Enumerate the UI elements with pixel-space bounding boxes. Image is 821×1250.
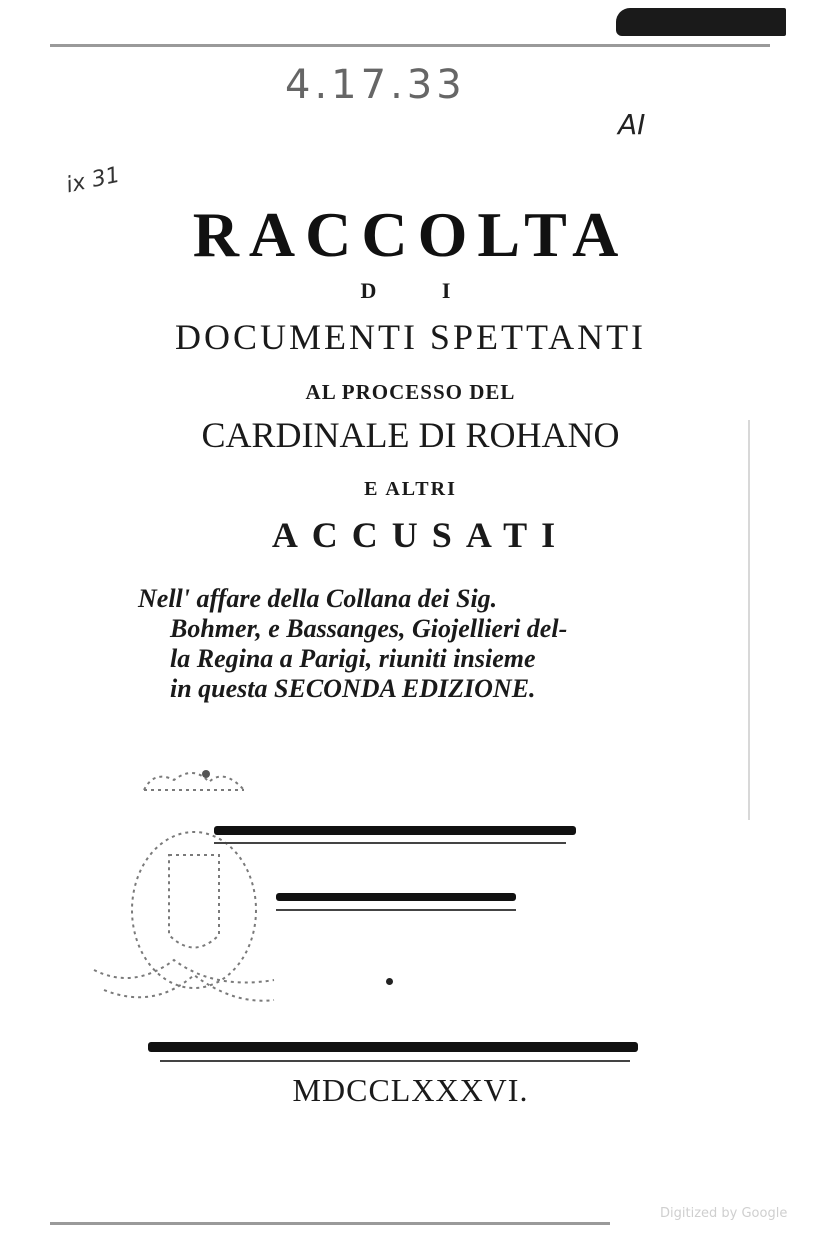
subtitle-line: in questa SECONDA EDIZIONE.	[170, 674, 536, 703]
corner-tab	[616, 8, 786, 36]
bottom-scan-line	[50, 1222, 610, 1225]
page-title: RACCOLTA	[192, 199, 629, 270]
thin-rule	[214, 842, 566, 844]
thin-rule	[276, 909, 516, 911]
library-stamp-emblem	[84, 760, 284, 1010]
title-line-altri: E ALTRI	[364, 478, 457, 500]
subtitle-italic-block	[138, 584, 658, 704]
shelf-mark: 4.17.33	[285, 62, 466, 108]
ornament-dot	[386, 978, 393, 985]
subtitle-line: Bohmer, e Bassanges, Giojellieri del-	[170, 614, 568, 643]
subtitle-line: la Regina a Parigi, riuniti insieme	[170, 644, 536, 673]
top-scan-line	[50, 44, 770, 47]
publication-year: MDCCLXXXVI.	[292, 1072, 529, 1108]
ornamental-rule	[276, 893, 516, 901]
title-line-processo: AL PROCESSO DEL	[305, 380, 516, 404]
thin-rule	[160, 1060, 630, 1062]
handwritten-ai-mark: AI	[618, 108, 646, 141]
ornamental-rule	[148, 1042, 638, 1052]
ornamental-rule	[214, 826, 576, 835]
title-line-accusati: ACCUSATI	[271, 515, 570, 555]
title-line-documenti: DOCUMENTI SPETTANTI	[174, 317, 647, 357]
digitization-watermark: Digitized by Google	[660, 1206, 788, 1221]
title-line-cardinale: CARDINALE DI ROHANO	[201, 415, 620, 455]
subtitle-line: Nell' affare della Collana dei Sig.	[138, 584, 498, 613]
handwritten-margin-mark: ix 31	[63, 162, 123, 199]
title-di: D I	[360, 278, 481, 303]
